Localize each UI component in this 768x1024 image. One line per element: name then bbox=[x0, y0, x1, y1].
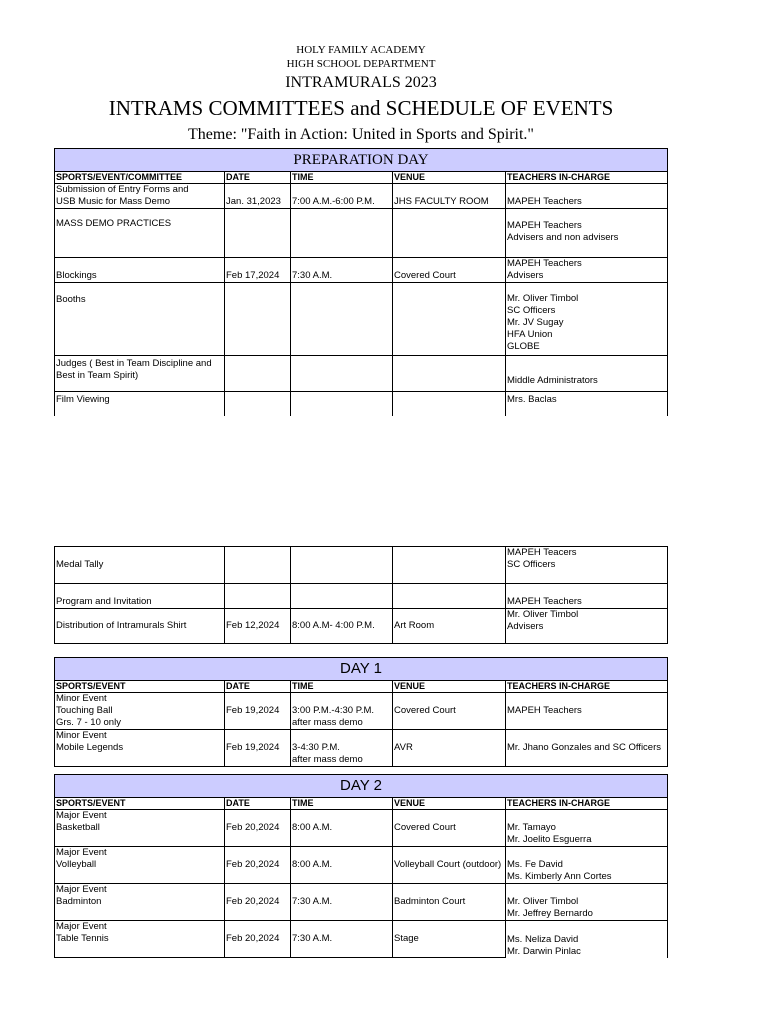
date-cell: Feb 17,2024 bbox=[225, 258, 291, 283]
col-header: VENUE bbox=[393, 172, 506, 184]
teachers-cell: Mr. Tamayo bbox=[507, 822, 556, 833]
teachers-cell: SC Officers bbox=[507, 305, 556, 316]
teachers-cell: MAPEH Teachers bbox=[507, 258, 582, 269]
school-name: HOLY FAMILY ACADEMY bbox=[296, 44, 426, 56]
teachers-cell: GLOBE bbox=[507, 341, 540, 352]
teachers-cell: Advisers bbox=[507, 621, 544, 632]
time-cell: 7:30 A.M. bbox=[291, 258, 393, 283]
col-header: SPORTS/EVENT bbox=[55, 798, 225, 810]
table-row bbox=[55, 547, 668, 584]
time-cell: 7:00 A.M.-6:00 P.M. bbox=[291, 184, 393, 209]
table-row bbox=[55, 584, 668, 609]
teachers-cell: Mrs. Baclas bbox=[506, 392, 668, 416]
table-row bbox=[55, 810, 668, 847]
teachers-cell: SC Officers bbox=[507, 559, 556, 570]
teachers-cell: Mr. Joelito Esguerra bbox=[507, 834, 592, 845]
venue-cell: AVR bbox=[393, 730, 506, 767]
col-header: SPORTS/EVENT/COMMITTEE bbox=[55, 172, 225, 184]
teachers-cell: Ms. Fe David bbox=[507, 859, 563, 870]
teachers-cell: Mr. Darwin Pinlac bbox=[507, 945, 581, 957]
table-row bbox=[55, 847, 668, 884]
time-cell: 8:00 A.M- 4:00 P.M. bbox=[291, 609, 393, 644]
date-cell: Feb 20,2024 bbox=[225, 847, 291, 884]
col-header: DATE bbox=[225, 681, 291, 693]
teachers-cell: Mr. JV Sugay bbox=[507, 317, 564, 328]
event-cell: Best in Team Spirit) bbox=[56, 370, 139, 381]
date-cell: Feb 19,2024 bbox=[225, 730, 291, 767]
event-cell: Judges ( Best in Team Discipline and bbox=[56, 358, 212, 369]
event-cell: Basketball bbox=[56, 822, 100, 833]
venue-cell: Covered Court bbox=[393, 810, 506, 847]
col-header: SPORTS/EVENT bbox=[55, 681, 225, 693]
teachers-cell: Middle Administrators bbox=[506, 356, 668, 392]
time-cell: 7:30 A.M. bbox=[291, 884, 393, 921]
teachers-cell: HFA Union bbox=[507, 329, 553, 340]
event-cell: Volleyball bbox=[56, 859, 97, 870]
col-header: TEACHERS IN-CHARGE bbox=[506, 172, 668, 184]
col-header: DATE bbox=[225, 798, 291, 810]
event-cell: Medal Tally bbox=[55, 547, 225, 584]
preparation-day-title: PREPARATION DAY bbox=[55, 149, 668, 172]
teachers-cell: MAPEH Teacers bbox=[507, 547, 577, 558]
col-header: VENUE bbox=[393, 681, 506, 693]
event-cell: Submission of Entry Forms and bbox=[56, 184, 189, 195]
preparation-day-table-continued bbox=[54, 546, 668, 644]
event-cell: Touching Ball bbox=[56, 705, 113, 716]
table-row bbox=[55, 258, 668, 283]
day-2-title: DAY 2 bbox=[55, 775, 668, 798]
event-name: INTRAMURALS 2023 bbox=[285, 74, 437, 91]
table-row bbox=[55, 209, 668, 258]
col-header: TEACHERS IN-CHARGE bbox=[506, 798, 668, 810]
teachers-cell: Mr. Oliver Timbol bbox=[507, 609, 579, 620]
event-cell: Minor Event bbox=[56, 693, 107, 704]
col-header: TEACHERS IN-CHARGE bbox=[506, 681, 668, 693]
col-header: VENUE bbox=[393, 798, 506, 810]
venue-cell: Art Room bbox=[393, 609, 506, 644]
day-1-table bbox=[54, 657, 668, 767]
teachers-cell: Mr. Oliver Timbol bbox=[507, 293, 579, 304]
event-cell: Distribution of Intramurals Shirt bbox=[55, 609, 225, 644]
event-cell: Minor Event bbox=[56, 730, 107, 741]
event-cell: Grs. 7 - 10 only bbox=[56, 717, 121, 728]
time-cell: 3:00 P.M.-4:30 P.M. bbox=[292, 705, 375, 716]
time-cell: 8:00 A.M. bbox=[291, 810, 393, 847]
event-cell: Major Event bbox=[56, 921, 107, 932]
table-row bbox=[55, 392, 668, 416]
venue-cell: JHS FACULTY ROOM bbox=[393, 184, 506, 209]
teachers-cell: Advisers and non advisers bbox=[507, 232, 619, 243]
table-row bbox=[55, 184, 668, 209]
page-title: INTRAMS COMMITTEES and SCHEDULE OF EVENTS bbox=[108, 96, 614, 120]
date-cell: Feb 20,2024 bbox=[225, 810, 291, 847]
event-cell: Major Event bbox=[56, 884, 107, 895]
date-cell: Feb 19,2024 bbox=[225, 693, 291, 730]
event-cell: USB Music for Mass Demo bbox=[56, 196, 171, 207]
teachers-cell: Ms. Kimberly Ann Cortes bbox=[507, 871, 612, 882]
event-cell: Film Viewing bbox=[55, 392, 225, 416]
time-cell: after mass demo bbox=[292, 754, 363, 765]
venue-cell: Stage bbox=[393, 921, 506, 958]
table-row bbox=[55, 283, 668, 356]
department-name: HIGH SCHOOL DEPARTMENT bbox=[286, 58, 436, 70]
col-header: TIME bbox=[291, 798, 393, 810]
time-cell: 7:30 A.M. bbox=[291, 921, 393, 958]
date-cell: Jan. 31,2023 bbox=[225, 184, 291, 209]
teachers-cell: MAPEH Teachers bbox=[506, 693, 668, 730]
venue-cell: Volleyball Court (outdoor) bbox=[393, 847, 506, 884]
table-row bbox=[55, 693, 668, 730]
venue-cell: Covered Court bbox=[393, 693, 506, 730]
table-row bbox=[55, 356, 668, 392]
teachers-cell: MAPEH Teachers bbox=[506, 584, 668, 609]
venue-cell: Badminton Court bbox=[393, 884, 506, 921]
teachers-cell: Mr. Jeffrey Bernardo bbox=[507, 908, 593, 919]
time-cell: after mass demo bbox=[292, 717, 363, 728]
event-cell: MASS DEMO PRACTICES bbox=[55, 209, 225, 258]
date-cell: Feb 20,2024 bbox=[225, 921, 291, 958]
table-row bbox=[55, 609, 668, 644]
event-cell: Program and Invitation bbox=[55, 584, 225, 609]
event-cell: Table Tennis bbox=[56, 933, 109, 944]
day-2-table bbox=[54, 774, 668, 958]
theme-text: Theme: "Faith in Action: United in Sports and Spirit." bbox=[188, 126, 534, 143]
event-cell: Major Event bbox=[56, 810, 107, 821]
col-header: TIME bbox=[291, 172, 393, 184]
teachers-cell: MAPEH Teachers bbox=[507, 220, 582, 231]
event-cell: Major Event bbox=[56, 847, 107, 858]
teachers-cell: MAPEH Teachers bbox=[506, 184, 668, 209]
col-header: TIME bbox=[291, 681, 393, 693]
preparation-day-table bbox=[54, 148, 668, 416]
teachers-cell: Advisers bbox=[507, 270, 544, 281]
teachers-cell: Ms. Neliza David bbox=[507, 933, 579, 945]
col-header: DATE bbox=[225, 172, 291, 184]
table-row bbox=[55, 921, 668, 958]
time-cell: 8:00 A.M. bbox=[291, 847, 393, 884]
venue-cell: Covered Court bbox=[393, 258, 506, 283]
teachers-cell: Mr. Jhano Gonzales and SC Officers bbox=[506, 730, 668, 767]
table-row bbox=[55, 730, 668, 767]
event-cell: Booths bbox=[55, 283, 225, 356]
event-cell: Badminton bbox=[56, 896, 102, 907]
table-row bbox=[55, 884, 668, 921]
event-cell: Mobile Legends bbox=[56, 742, 124, 753]
time-cell: 3-4:30 P.M. bbox=[292, 742, 340, 753]
date-cell: Feb 12,2024 bbox=[225, 609, 291, 644]
date-cell: Feb 20,2024 bbox=[225, 884, 291, 921]
event-cell: Blockings bbox=[55, 258, 225, 283]
day-1-title: DAY 1 bbox=[55, 658, 668, 681]
teachers-cell: Mr. Oliver Timbol bbox=[507, 896, 579, 907]
